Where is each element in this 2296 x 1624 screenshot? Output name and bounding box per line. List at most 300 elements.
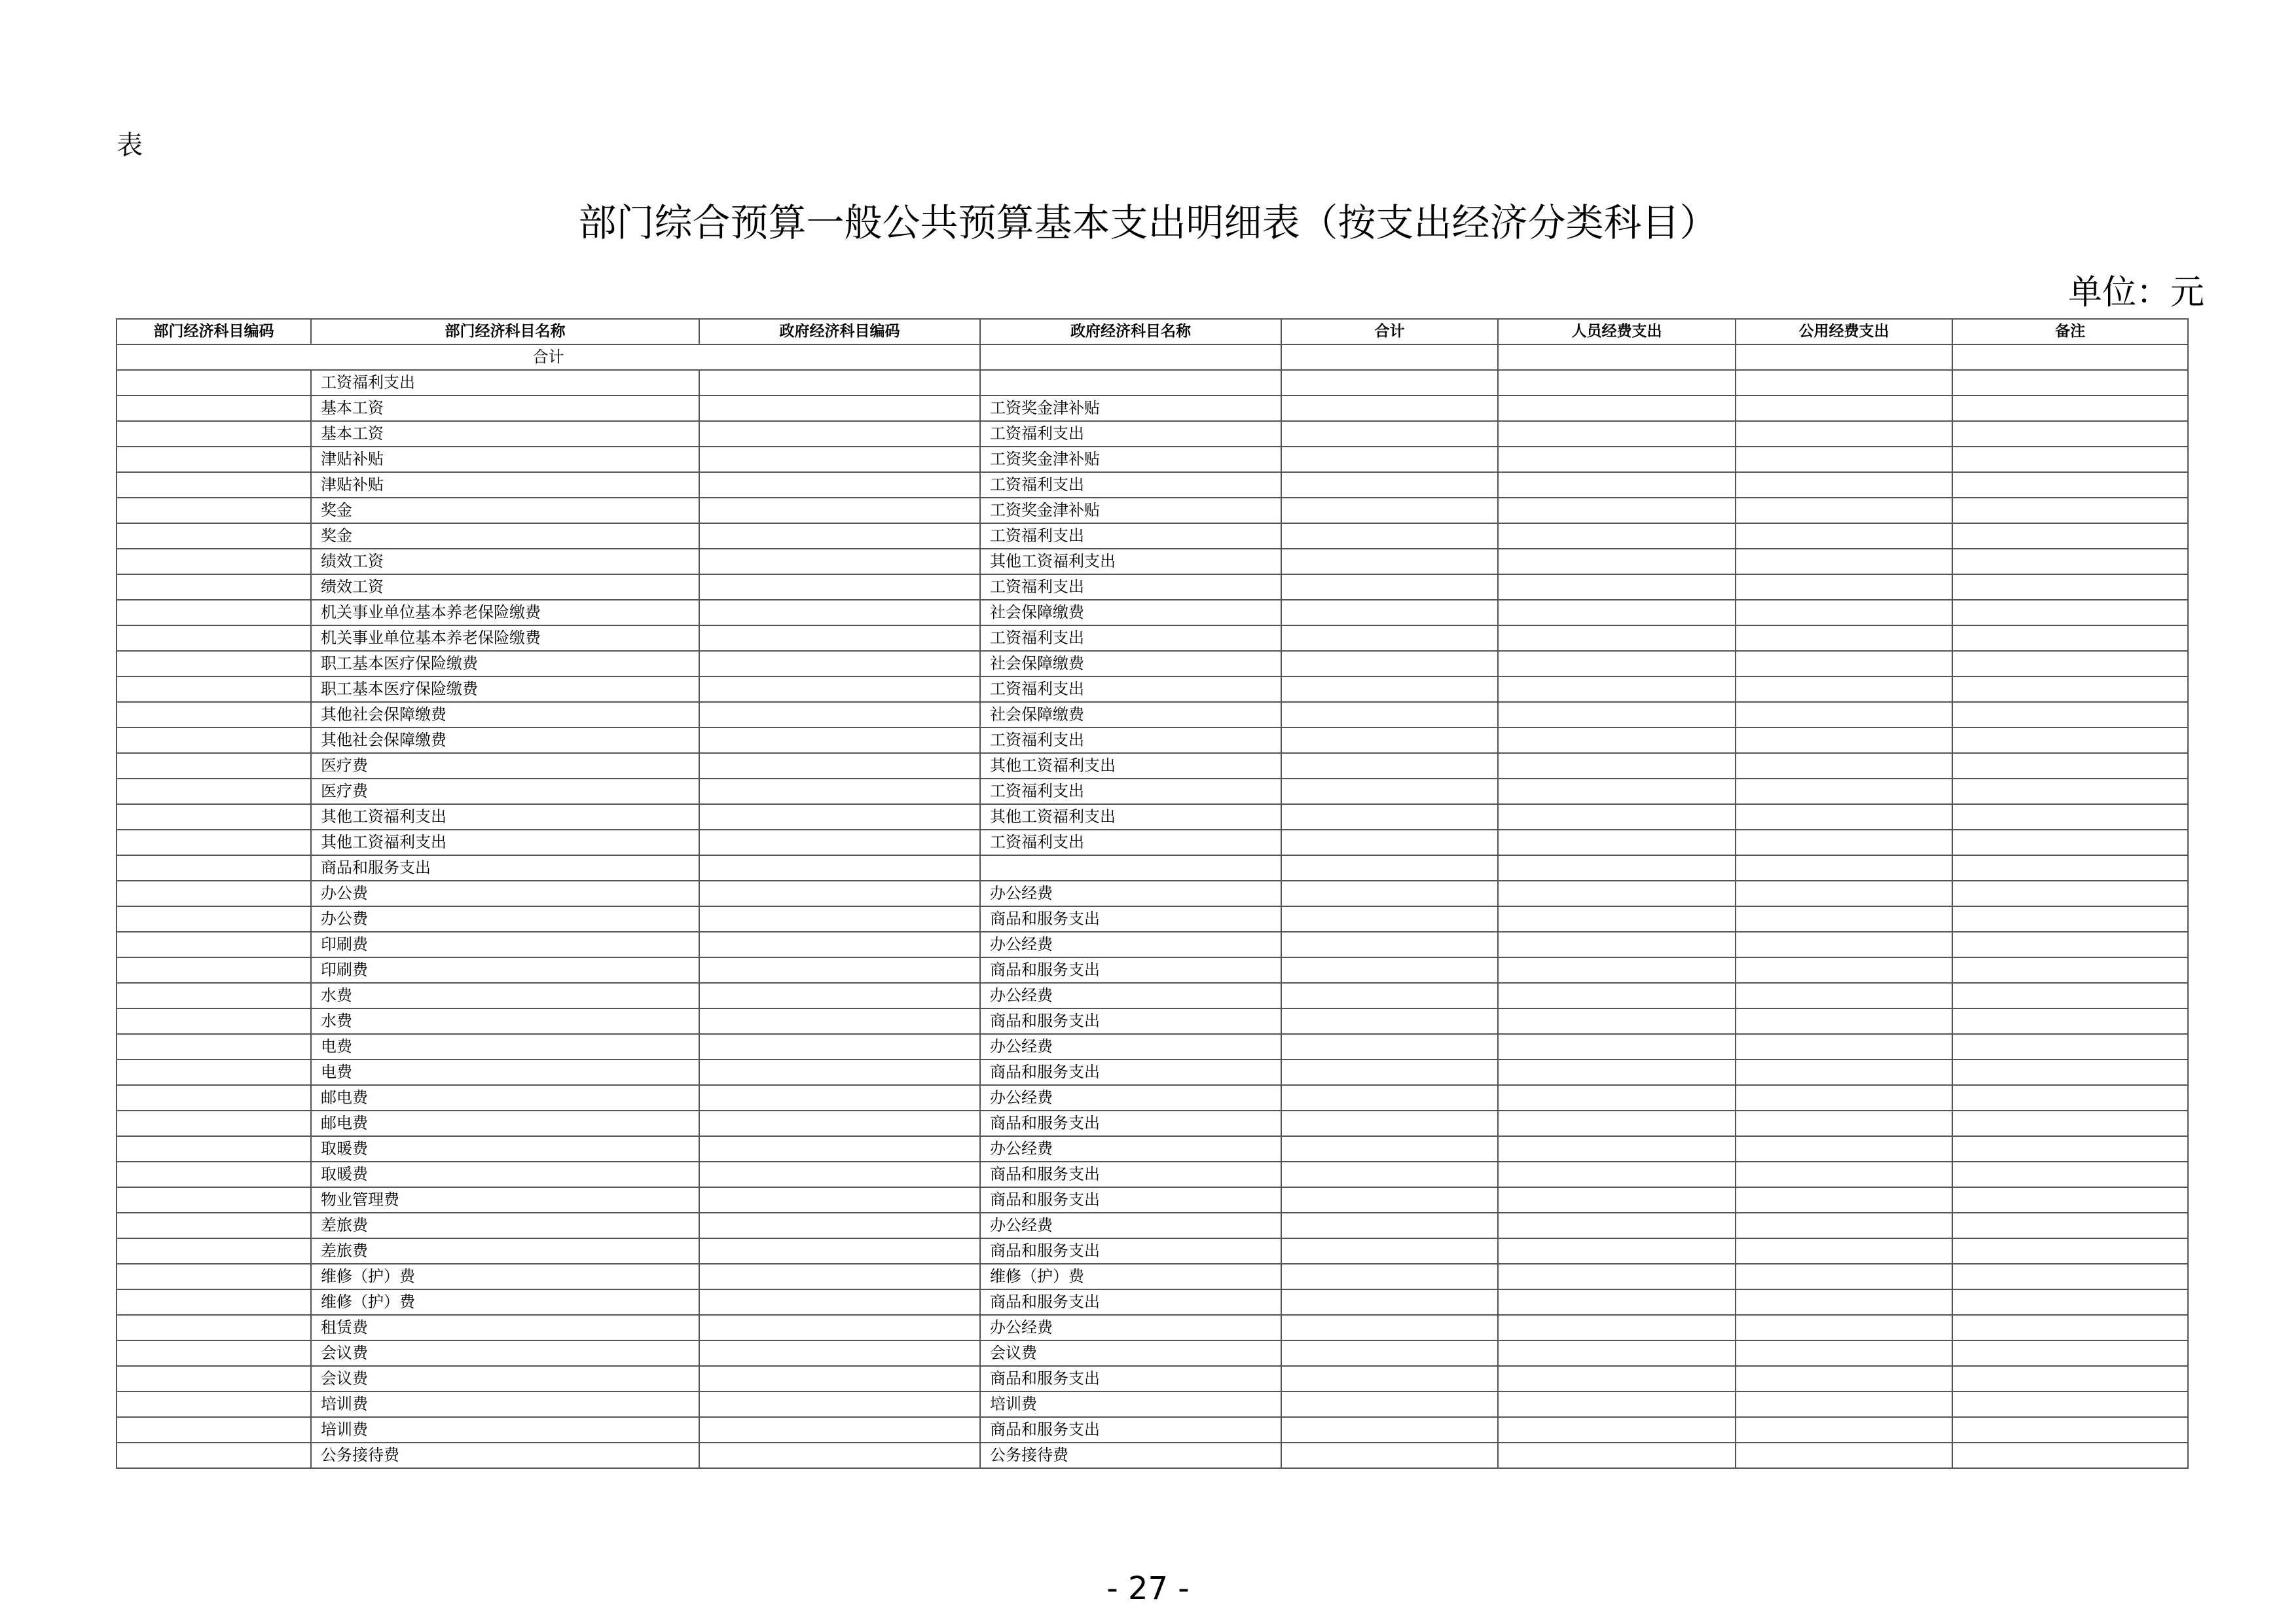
cell-gov-code [699, 1443, 980, 1468]
total-note [1952, 344, 2188, 370]
table-row [117, 472, 2188, 498]
cell-gov-name [980, 855, 1281, 881]
cell-personnel [1498, 957, 1736, 983]
cell-note [1952, 1085, 2188, 1111]
header-total: 合计 [1281, 319, 1498, 344]
cell-personnel [1498, 1213, 1736, 1238]
table-row [117, 855, 2188, 881]
cell-gov-code [699, 1392, 980, 1417]
cell-personnel [1498, 830, 1736, 855]
table-row [117, 906, 2188, 932]
header-gov-code: 政府经济科目编码 [699, 319, 980, 344]
cell-dept-code [117, 804, 311, 830]
cell-dept-name: 其他工资福利支出 [311, 830, 699, 855]
cell-note [1952, 983, 2188, 1008]
cell-dept-code [117, 421, 311, 447]
cell-gov-name: 办公经费 [980, 881, 1281, 906]
cell-public [1736, 676, 1952, 702]
cell-dept-code [117, 1008, 311, 1034]
cell-dept-name: 取暖费 [311, 1162, 699, 1187]
cell-dept-name: 取暖费 [311, 1136, 699, 1162]
cell-dept-name: 其他工资福利支出 [311, 804, 699, 830]
cell-dept-name: 医疗费 [311, 753, 699, 779]
cell-gov-name: 工资福利支出 [980, 472, 1281, 498]
table-row [117, 447, 2188, 472]
table-row [117, 1136, 2188, 1162]
cell-public [1736, 1034, 1952, 1060]
cell-total [1281, 728, 1498, 753]
cell-dept-name: 水费 [311, 983, 699, 1008]
cell-personnel [1498, 702, 1736, 728]
cell-dept-code [117, 1315, 311, 1340]
cell-personnel [1498, 523, 1736, 549]
cell-dept-name: 电费 [311, 1060, 699, 1085]
cell-public [1736, 804, 1952, 830]
cell-dept-code [117, 1289, 311, 1315]
cell-public [1736, 651, 1952, 676]
cell-gov-name: 工资福利支出 [980, 728, 1281, 753]
cell-dept-name: 租赁费 [311, 1315, 699, 1340]
cell-dept-code [117, 651, 311, 676]
cell-public [1736, 1417, 1952, 1443]
cell-gov-name: 工资奖金津补贴 [980, 498, 1281, 523]
cell-note [1952, 676, 2188, 702]
cell-personnel [1498, 804, 1736, 830]
table-row [117, 1111, 2188, 1136]
cell-dept-name: 办公费 [311, 906, 699, 932]
cell-total [1281, 1340, 1498, 1366]
cell-total [1281, 1136, 1498, 1162]
cell-total [1281, 498, 1498, 523]
cell-gov-name: 商品和服务支出 [980, 1417, 1281, 1443]
cell-dept-name: 公务接待费 [311, 1443, 699, 1468]
table-row [117, 1392, 2188, 1417]
cell-total [1281, 855, 1498, 881]
cell-gov-code [699, 830, 980, 855]
table-row [117, 753, 2188, 779]
cell-gov-name: 商品和服务支出 [980, 1162, 1281, 1187]
cell-gov-code [699, 804, 980, 830]
cell-total [1281, 1187, 1498, 1213]
cell-personnel [1498, 881, 1736, 906]
cell-dept-code [117, 1187, 311, 1213]
cell-personnel [1498, 1264, 1736, 1289]
cell-total [1281, 1443, 1498, 1468]
cell-total [1281, 1008, 1498, 1034]
cell-personnel [1498, 1008, 1736, 1034]
cell-note [1952, 1264, 2188, 1289]
cell-note [1952, 855, 2188, 881]
cell-note [1952, 625, 2188, 651]
cell-note [1952, 753, 2188, 779]
cell-dept-name: 医疗费 [311, 779, 699, 804]
cell-gov-name: 社会保障缴费 [980, 702, 1281, 728]
cell-dept-name: 奖金 [311, 498, 699, 523]
header-personnel: 人员经费支出 [1498, 319, 1736, 344]
cell-dept-name: 物业管理费 [311, 1187, 699, 1213]
cell-personnel [1498, 983, 1736, 1008]
cell-public [1736, 1289, 1952, 1315]
table-row [117, 983, 2188, 1008]
cell-total [1281, 881, 1498, 906]
total-public [1736, 344, 1952, 370]
cell-public [1736, 472, 1952, 498]
cell-total [1281, 1060, 1498, 1085]
cell-total [1281, 523, 1498, 549]
cell-public [1736, 753, 1952, 779]
header-dept-name: 部门经济科目名称 [311, 319, 699, 344]
cell-dept-name: 基本工资 [311, 421, 699, 447]
table-row [117, 625, 2188, 651]
cell-total [1281, 983, 1498, 1008]
cell-total [1281, 957, 1498, 983]
cell-public [1736, 1238, 1952, 1264]
cell-personnel [1498, 855, 1736, 881]
cell-total [1281, 1392, 1498, 1417]
cell-public [1736, 1392, 1952, 1417]
cell-gov-code [699, 855, 980, 881]
cell-dept-code [117, 600, 311, 625]
cell-personnel [1498, 1340, 1736, 1366]
cell-gov-code [699, 396, 980, 421]
cell-dept-name: 培训费 [311, 1392, 699, 1417]
cell-gov-code [699, 779, 980, 804]
cell-dept-code [117, 1417, 311, 1443]
cell-dept-code [117, 370, 311, 396]
cell-note [1952, 906, 2188, 932]
table-row [117, 1340, 2188, 1366]
cell-dept-code [117, 396, 311, 421]
table-row [117, 957, 2188, 983]
cell-dept-name: 邮电费 [311, 1085, 699, 1111]
table-row [117, 1417, 2188, 1443]
cell-gov-name: 商品和服务支出 [980, 1289, 1281, 1315]
cell-gov-code [699, 1162, 980, 1187]
cell-dept-name: 奖金 [311, 523, 699, 549]
cell-dept-name: 差旅费 [311, 1238, 699, 1264]
budget-table [116, 318, 2189, 1469]
cell-total [1281, 600, 1498, 625]
cell-dept-code [117, 498, 311, 523]
cell-note [1952, 1366, 2188, 1392]
cell-total [1281, 447, 1498, 472]
cell-public [1736, 855, 1952, 881]
table-row [117, 549, 2188, 574]
cell-note [1952, 472, 2188, 498]
cell-note [1952, 498, 2188, 523]
cell-personnel [1498, 574, 1736, 600]
cell-note [1952, 804, 2188, 830]
header-row [117, 319, 2188, 344]
table-row [117, 1213, 2188, 1238]
cell-public [1736, 1008, 1952, 1034]
cell-gov-name: 商品和服务支出 [980, 1366, 1281, 1392]
table-row [117, 1162, 2188, 1187]
table-body [117, 344, 2188, 1468]
cell-gov-code [699, 983, 980, 1008]
cell-gov-code [699, 549, 980, 574]
cell-dept-code [117, 855, 311, 881]
cell-public [1736, 370, 1952, 396]
cell-note [1952, 1034, 2188, 1060]
cell-gov-name: 会议费 [980, 1340, 1281, 1366]
cell-public [1736, 702, 1952, 728]
cell-gov-name: 工资奖金津补贴 [980, 447, 1281, 472]
cell-note [1952, 1136, 2188, 1162]
cell-gov-code [699, 1008, 980, 1034]
cell-public [1736, 932, 1952, 957]
cell-gov-name: 工资福利支出 [980, 779, 1281, 804]
cell-personnel [1498, 370, 1736, 396]
cell-note [1952, 600, 2188, 625]
table-row [117, 1008, 2188, 1034]
cell-gov-name: 商品和服务支出 [980, 1187, 1281, 1213]
cell-public [1736, 396, 1952, 421]
cell-gov-name: 办公经费 [980, 1034, 1281, 1060]
cell-gov-code [699, 1315, 980, 1340]
cell-public [1736, 1085, 1952, 1111]
cell-personnel [1498, 753, 1736, 779]
cell-personnel [1498, 1136, 1736, 1162]
cell-dept-code [117, 1034, 311, 1060]
cell-dept-name: 工资福利支出 [311, 370, 699, 396]
cell-dept-code [117, 753, 311, 779]
cell-personnel [1498, 1443, 1736, 1468]
cell-gov-name: 其他工资福利支出 [980, 804, 1281, 830]
cell-gov-name: 社会保障缴费 [980, 651, 1281, 676]
cell-public [1736, 447, 1952, 472]
cell-dept-name: 水费 [311, 1008, 699, 1034]
cell-gov-name: 办公经费 [980, 1315, 1281, 1340]
cell-public [1736, 1264, 1952, 1289]
cell-gov-code [699, 753, 980, 779]
cell-personnel [1498, 421, 1736, 447]
cell-gov-code [699, 1340, 980, 1366]
cell-public [1736, 1187, 1952, 1213]
table-row [117, 421, 2188, 447]
table-row [117, 1085, 2188, 1111]
table-row [117, 1315, 2188, 1340]
cell-total [1281, 625, 1498, 651]
cell-dept-name: 职工基本医疗保险缴费 [311, 651, 699, 676]
cell-gov-name: 其他工资福利支出 [980, 753, 1281, 779]
cell-gov-name: 工资福利支出 [980, 421, 1281, 447]
cell-gov-name: 商品和服务支出 [980, 957, 1281, 983]
cell-gov-code [699, 625, 980, 651]
cell-gov-code [699, 574, 980, 600]
total-amount [1281, 344, 1498, 370]
cell-dept-code [117, 472, 311, 498]
cell-dept-code [117, 1060, 311, 1085]
cell-dept-name: 津贴补贴 [311, 472, 699, 498]
cell-gov-name: 办公经费 [980, 1085, 1281, 1111]
cell-total [1281, 1111, 1498, 1136]
cell-total [1281, 779, 1498, 804]
cell-dept-code [117, 983, 311, 1008]
cell-gov-code [699, 1111, 980, 1136]
cell-public [1736, 1315, 1952, 1340]
cell-dept-code [117, 1366, 311, 1392]
cell-dept-name: 机关事业单位基本养老保险缴费 [311, 600, 699, 625]
table-row [117, 830, 2188, 855]
cell-gov-code [699, 1417, 980, 1443]
cell-dept-code [117, 1162, 311, 1187]
cell-note [1952, 830, 2188, 855]
cell-dept-code [117, 1392, 311, 1417]
cell-dept-code [117, 779, 311, 804]
cell-total [1281, 676, 1498, 702]
cell-personnel [1498, 1417, 1736, 1443]
cell-dept-code [117, 1213, 311, 1238]
cell-note [1952, 702, 2188, 728]
corner-label: 表 [117, 130, 143, 160]
cell-gov-code [699, 523, 980, 549]
cell-dept-code [117, 549, 311, 574]
cell-personnel [1498, 625, 1736, 651]
cell-note [1952, 396, 2188, 421]
cell-personnel [1498, 1111, 1736, 1136]
cell-public [1736, 523, 1952, 549]
cell-note [1952, 1315, 2188, 1340]
table-row [117, 600, 2188, 625]
total-label: 合计 [117, 344, 980, 370]
cell-total [1281, 472, 1498, 498]
cell-personnel [1498, 728, 1736, 753]
table-row [117, 932, 2188, 957]
cell-note [1952, 881, 2188, 906]
cell-gov-name: 工资福利支出 [980, 676, 1281, 702]
table-row [117, 702, 2188, 728]
cell-public [1736, 983, 1952, 1008]
cell-total [1281, 1034, 1498, 1060]
cell-note [1952, 447, 2188, 472]
cell-dept-name: 维修（护）费 [311, 1264, 699, 1289]
cell-gov-name: 办公经费 [980, 983, 1281, 1008]
cell-dept-code [117, 523, 311, 549]
cell-dept-code [117, 1136, 311, 1162]
cell-public [1736, 957, 1952, 983]
cell-total [1281, 396, 1498, 421]
cell-total [1281, 1366, 1498, 1392]
cell-note [1952, 779, 2188, 804]
cell-personnel [1498, 1238, 1736, 1264]
cell-personnel [1498, 1315, 1736, 1340]
cell-dept-name: 绩效工资 [311, 574, 699, 600]
cell-dept-code [117, 1443, 311, 1468]
cell-total [1281, 1264, 1498, 1289]
cell-public [1736, 625, 1952, 651]
cell-gov-code [699, 676, 980, 702]
cell-dept-name: 绩效工资 [311, 549, 699, 574]
cell-personnel [1498, 498, 1736, 523]
table-row [117, 1366, 2188, 1392]
cell-public [1736, 881, 1952, 906]
cell-note [1952, 1443, 2188, 1468]
cell-gov-code [699, 728, 980, 753]
cell-gov-code [699, 370, 980, 396]
cell-public [1736, 574, 1952, 600]
cell-gov-code [699, 498, 980, 523]
cell-dept-code [117, 1238, 311, 1264]
cell-public [1736, 1060, 1952, 1085]
cell-public [1736, 830, 1952, 855]
cell-dept-name: 会议费 [311, 1366, 699, 1392]
cell-personnel [1498, 1366, 1736, 1392]
cell-dept-name: 基本工资 [311, 396, 699, 421]
cell-gov-name: 工资福利支出 [980, 830, 1281, 855]
cell-note [1952, 1162, 2188, 1187]
cell-total [1281, 1085, 1498, 1111]
cell-gov-code [699, 447, 980, 472]
cell-gov-name: 社会保障缴费 [980, 600, 1281, 625]
header-gov-name: 政府经济科目名称 [980, 319, 1281, 344]
cell-gov-name: 工资福利支出 [980, 574, 1281, 600]
cell-total [1281, 1417, 1498, 1443]
cell-gov-code [699, 1034, 980, 1060]
cell-gov-name: 其他工资福利支出 [980, 549, 1281, 574]
table-row [117, 1060, 2188, 1085]
cell-gov-name: 办公经费 [980, 1136, 1281, 1162]
cell-note [1952, 549, 2188, 574]
cell-total [1281, 804, 1498, 830]
cell-note [1952, 370, 2188, 396]
cell-total [1281, 702, 1498, 728]
cell-note [1952, 932, 2188, 957]
cell-gov-name: 办公经费 [980, 932, 1281, 957]
cell-personnel [1498, 651, 1736, 676]
cell-note [1952, 1417, 2188, 1443]
cell-note [1952, 1187, 2188, 1213]
table-row [117, 1443, 2188, 1468]
cell-gov-code [699, 1187, 980, 1213]
cell-total [1281, 906, 1498, 932]
cell-dept-code [117, 881, 311, 906]
cell-note [1952, 1392, 2188, 1417]
cell-gov-name: 公务接待费 [980, 1443, 1281, 1468]
cell-gov-name: 工资福利支出 [980, 625, 1281, 651]
cell-dept-code [117, 447, 311, 472]
table-row [117, 523, 2188, 549]
cell-total [1281, 549, 1498, 574]
cell-dept-code [117, 702, 311, 728]
cell-dept-name: 印刷费 [311, 957, 699, 983]
cell-gov-name: 培训费 [980, 1392, 1281, 1417]
cell-gov-code [699, 702, 980, 728]
cell-personnel [1498, 779, 1736, 804]
cell-personnel [1498, 447, 1736, 472]
cell-total [1281, 370, 1498, 396]
cell-gov-code [699, 421, 980, 447]
page-title: 部门综合预算一般公共预算基本支出明细表（按支出经济分类科目） [578, 200, 1718, 245]
cell-total [1281, 830, 1498, 855]
cell-personnel [1498, 1034, 1736, 1060]
cell-dept-code [117, 1085, 311, 1111]
cell-note [1952, 1238, 2188, 1264]
table-row [117, 1187, 2188, 1213]
cell-note [1952, 523, 2188, 549]
cell-gov-code [699, 600, 980, 625]
cell-dept-name: 差旅费 [311, 1213, 699, 1238]
cell-dept-code [117, 728, 311, 753]
cell-personnel [1498, 396, 1736, 421]
cell-gov-code [699, 651, 980, 676]
cell-personnel [1498, 1162, 1736, 1187]
table-row [117, 574, 2188, 600]
cell-note [1952, 1340, 2188, 1366]
cell-total [1281, 651, 1498, 676]
cell-note [1952, 1289, 2188, 1315]
cell-dept-name: 电费 [311, 1034, 699, 1060]
